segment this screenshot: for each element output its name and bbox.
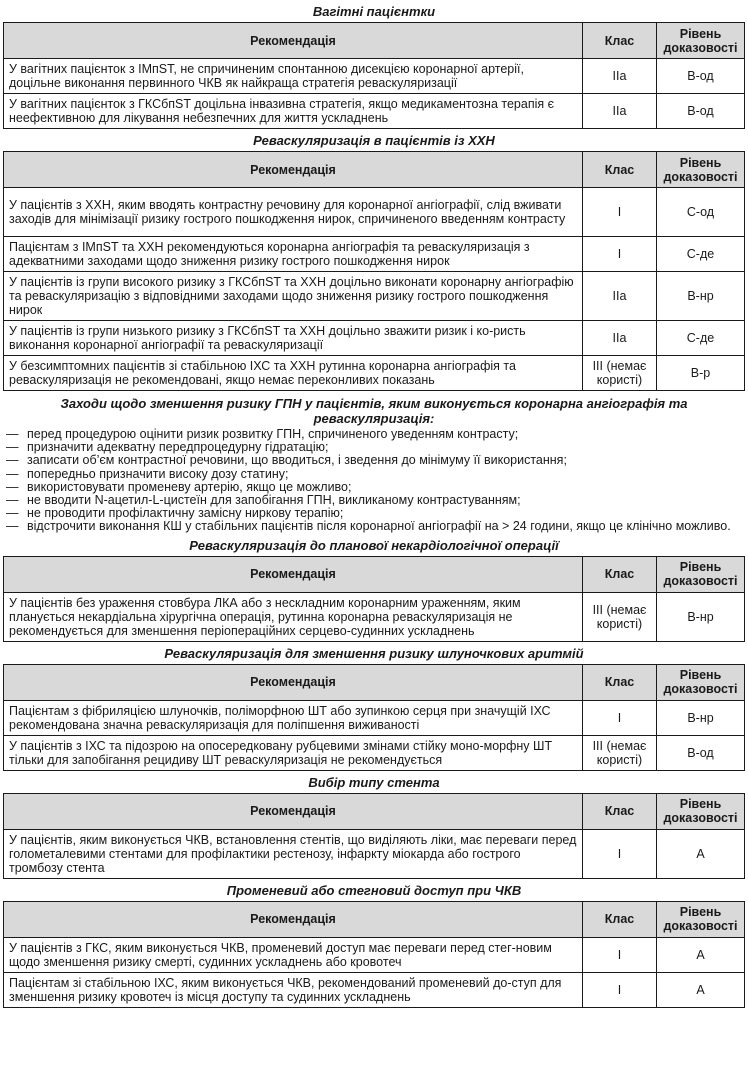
level-value: B-р	[657, 356, 745, 391]
table-row	[4, 356, 745, 391]
header-recommendation: Рекомендація	[4, 901, 583, 937]
table-row	[4, 829, 745, 878]
recommendation-text: У вагітних пацієнток з IMпST, не спричиненим спонтанною дисекцією коронарної артерії, доцільне виконання первинного ЧКВ як найкраща стратегія реваскуляризації	[4, 59, 583, 94]
header-class: Клас	[583, 23, 657, 59]
level-value: B-од	[657, 94, 745, 129]
recommendation-table	[3, 901, 745, 1008]
header-class: Клас	[583, 556, 657, 592]
table-row	[4, 592, 745, 641]
table-row	[4, 972, 745, 1007]
recommendation-table	[3, 793, 745, 879]
list-item: — відстрочити виконання КШ у стабільних пацієнтів після коронарної ангіографії на > 24 години, якщо це клінічно можливо.	[6, 519, 731, 534]
section-stent-type	[0, 771, 748, 879]
list-item: — не вводити N-ацетил-L-цистеїн для запобігання ГПН, викликаному контрастуванням;	[6, 493, 521, 508]
list-item: — призначити адекватну передпроцедурну гідратацію;	[6, 440, 329, 455]
dash-marker: —	[6, 466, 19, 481]
list-item: — перед процедурою оцінити ризик розвитку ГПН, спричиненого уведенням контрасту;	[6, 427, 519, 441]
section-pregnant	[0, 0, 748, 129]
level-value: B-нр	[657, 592, 745, 641]
level-value: C-де	[657, 321, 745, 356]
section-noncardiac-surgery	[0, 534, 748, 642]
table-row	[4, 94, 745, 129]
class-value: IIa	[583, 59, 657, 94]
table-row	[4, 188, 745, 237]
section-ckd	[0, 129, 748, 391]
class-value: I	[583, 188, 657, 237]
recommendation-text: Пацієнтам з фібриляцією шлуночків, поліморфною ШТ або зупинкою серця при значущій ІХС рекомендована значна реваскуляризація для поліпшення виживаності	[4, 700, 583, 735]
recommendation-table	[3, 556, 745, 642]
recommendation-text: Пацієнтам зі стабільною ІХС, яким виконується ЧКВ, рекомендований променевий до-ступ для зменшення ризику кровотеч із місця доступу та судинних ускладнень	[4, 972, 583, 1007]
table-row	[4, 59, 745, 94]
section-title: Променевий або стегновий доступ при ЧКВ	[226, 882, 522, 898]
table-header-row	[4, 793, 745, 829]
header-recommendation: Рекомендація	[4, 23, 583, 59]
class-value: III (немає користі)	[583, 356, 657, 391]
recommendation-text: У пацієнтів з ХХН, яким вводять контрастну речовину для коронарної ангіографії, слід вживати заходів для мінімізації ризику гострого пошкодження нирок, спричиненого введенням контрасту	[4, 188, 583, 237]
class-value: I	[583, 829, 657, 878]
section-title: Реваскуляризація в пацієнтів із ХХН	[253, 133, 495, 148]
level-value: C-де	[657, 237, 745, 272]
recommendation-text: У пацієнтів із групи високого ризику з ГКСбпST та ХХН доцільно виконати коронарну ангіографію та реваскуляризацію з відповідними заходами щодо зниження ризику гострого пошкодження нирок	[4, 272, 583, 321]
recommendation-text: У пацієнтів з ІХС та підозрою на опосередковану рубцевими змінами стійку моно-морфну ШТ тільки для запобігання рецидиву ШТ реваскуляризація не рекомендується	[4, 735, 583, 770]
class-value: IIa	[583, 321, 657, 356]
table-row	[4, 237, 745, 272]
level-value: C-од	[657, 188, 745, 237]
header-level: Рівень доказовості	[657, 664, 745, 700]
header-recommendation: Рекомендація	[4, 793, 583, 829]
class-value: I	[583, 972, 657, 1007]
table-row	[4, 272, 745, 321]
recommendation-text: У пацієнтів з ГКС, яким виконується ЧКВ, променевий доступ має переваги перед стег-новим щодо зменшення ризику смерті, судинних ускладнень або кровотеч	[4, 937, 583, 972]
table-header-row	[4, 901, 745, 937]
header-class: Клас	[583, 793, 657, 829]
table-row	[4, 321, 745, 356]
dash-marker: —	[6, 479, 19, 494]
section-access-route	[0, 879, 748, 1008]
class-value: I	[583, 700, 657, 735]
recommendation-table	[3, 664, 745, 771]
table-row	[4, 937, 745, 972]
header-class: Клас	[583, 152, 657, 188]
class-value: IIa	[583, 272, 657, 321]
section-title: Реваскуляризація для зменшення ризику шлуночкових аритмій	[164, 645, 584, 661]
header-class: Клас	[583, 664, 657, 700]
level-value: B-нр	[657, 700, 745, 735]
header-recommendation: Рекомендація	[4, 664, 583, 700]
list-item: — використовувати променеву артерію, якщо це можливо;	[6, 479, 352, 494]
section-title: Реваскуляризація до планової некардіологічної операції	[189, 537, 559, 553]
recommendation-text: Пацієнтам з IMпST та ХХН рекомендуються коронарна ангіографія та реваскуляризація з адекватними заходами щодо зниження ризику гострого пошкодження нирок	[4, 237, 583, 272]
header-level: Рівень доказовості	[657, 793, 745, 829]
recommendation-table	[3, 151, 745, 391]
table-header-row	[4, 152, 745, 188]
measures-block	[0, 391, 748, 534]
recommendation-text: У пацієнтів із групи низького ризику з ГКСбпST та ХХН доцільно зважити ризик і ко-ристь виконання коронарної ангіографії та реваскуляризації	[4, 321, 583, 356]
class-value: I	[583, 937, 657, 972]
header-level: Рівень доказовості	[657, 23, 745, 59]
table-header-row	[4, 23, 745, 59]
recommendation-text: У пацієнтів без ураження стовбура ЛКА або з нескладним коронарним ураженням, яким планується некардіальна хірургічна операція, рутинна коронарна реваскуляризація не рекомендується для зменшення періопераційних серцево-судинних ускладнень	[4, 592, 583, 641]
header-class: Клас	[583, 901, 657, 937]
list-item: — попередньо призначити високу дозу статину;	[6, 466, 289, 481]
recommendation-table	[3, 22, 745, 129]
level-value: A	[657, 937, 745, 972]
header-level: Рівень доказовості	[657, 556, 745, 592]
level-value: A	[657, 972, 745, 1007]
dash-marker: —	[6, 519, 19, 534]
recommendation-text: У пацієнтів, яким виконується ЧКВ, встановлення стентів, що виділяють ліки, має переваги перед голометалевими стентами для профілактики рестенозу, інфаркту міокарда або гострого тромбозу стента	[4, 829, 583, 878]
class-value: IIa	[583, 94, 657, 129]
class-value: III (немає користі)	[583, 592, 657, 641]
recommendation-text: У вагітних пацієнток з ГКСбпST доцільна інвазивна стратегія, якщо медикаментозна терапія є неефективною для лікування небезпечних для життя ускладнень	[4, 94, 583, 129]
list-item: — записати об’єм контрастної речовини, що вводиться, і зведення до мінімуму її використання;	[6, 453, 567, 468]
list-item: — не проводити профілактичну замісну ниркову терапію;	[6, 506, 344, 521]
header-level: Рівень доказовості	[657, 152, 745, 188]
section-title: Вибір типу стента	[308, 774, 440, 790]
measures-title: Заходи щодо зменшення ризику ГПН у пацієнтів, яким виконується коронарна ангіографія та реваскуляризація:	[60, 396, 688, 426]
level-value: B-од	[657, 735, 745, 770]
class-value: I	[583, 237, 657, 272]
dash-marker: —	[6, 453, 19, 468]
header-recommendation: Рекомендація	[4, 556, 583, 592]
dash-marker: —	[6, 427, 19, 441]
dash-marker: —	[6, 493, 19, 508]
dash-marker: —	[6, 506, 19, 521]
table-header-row	[4, 664, 745, 700]
header-level: Рівень доказовості	[657, 901, 745, 937]
table-row	[4, 735, 745, 770]
measures-list	[0, 428, 748, 534]
level-value: B-од	[657, 59, 745, 94]
dash-marker: —	[6, 440, 19, 455]
recommendation-text: У безсимптомних пацієнтів зі стабільною ІХС та ХХН рутинна коронарна ангіографія та реваскуляризація не рекомендовані, якщо немає переконливих показань	[4, 356, 583, 391]
header-recommendation: Рекомендація	[4, 152, 583, 188]
class-value: III (немає користі)	[583, 735, 657, 770]
table-row	[4, 700, 745, 735]
table-header-row	[4, 556, 745, 592]
level-value: B-нр	[657, 272, 745, 321]
section-ventricular-arrhythmias	[0, 642, 748, 771]
section-title: Вагітні пацієнтки	[312, 4, 436, 19]
level-value: A	[657, 829, 745, 878]
